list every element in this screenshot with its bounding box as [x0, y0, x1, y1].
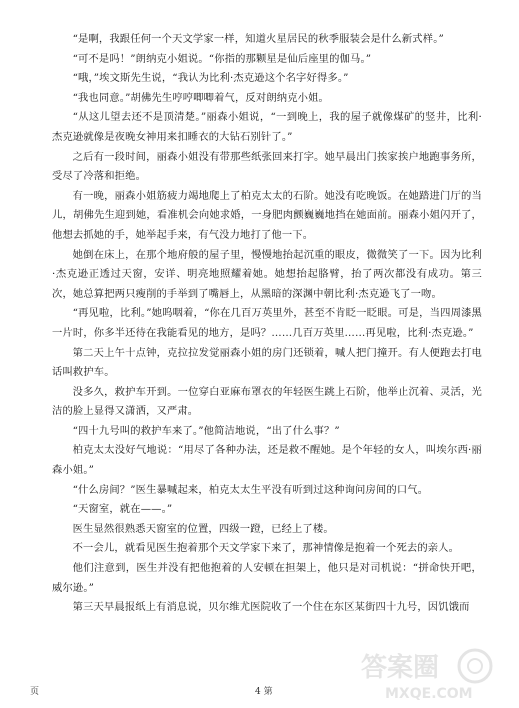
paragraph: “四十九号叫的救护车来了。”他简洁地说，“出了什么事？” — [72, 424, 340, 437]
paragraph: 第二天上午十点钟，克拉拉发觉丽森小姐的房门还锁着，喊人把门撞开。有人便跑去打电话叫救护车。 — [52, 346, 482, 379]
watermark-logo-icon — [355, 646, 505, 704]
paragraph: “是啊，我跟任何一个天文学家一样，知道火星居民的秋季服装会是什么新式样。” — [72, 33, 444, 45]
paragraph: 他们注意到，医生并没有把他抱着的人安顿在担架上，他只是对司机说：“拼命快开吧，威尔逊。” — [52, 562, 482, 594]
footer-page-label: 页 — [30, 687, 40, 697]
paragraph: “天窗室，就在——。” — [72, 503, 173, 516]
paragraph: “我也同意。”胡佛先生哼哼唧唧着气，反对朗纳克小姐。 — [72, 91, 329, 104]
paragraph: “哦，”埃文斯先生说，“我认为比利·杰克逊这个名字好得多。” — [72, 72, 349, 85]
paragraph: 第三天早晨报纸上有消息说，贝尔维尤医院收了一个住在东区某街四十九号，因饥饿而 — [72, 601, 470, 614]
document-body — [52, 30, 482, 618]
footer-page-number: 4 第 — [255, 687, 273, 697]
paragraph: “可不是吗！”朗纳克小姐说。“你指的那颗星是仙后座里的伽马。” — [72, 52, 372, 65]
paragraph: 有一晚，丽森小姐筋疲力竭地爬上了柏克太太的石阶。她没有吃晚饭。在她踏进门厅的当儿，胡佛先生迎到她，看准机会向她求婚，一身肥肉颤巍巍地挡在她面前。丽森小姐闪开了，他想去抓她的手，她举起手来，有气没力地打了他一下。 — [52, 189, 482, 241]
watermark-url: MXQE.COM — [385, 686, 473, 702]
paragraph: 她倒在床上，在那个地府般的屋子里，慢慢地抬起沉重的眼皮，微微笑了一下。因为比利·杰克逊正透过天窗，安详、明亮地照耀着她。她想抬起胳臂，抬了两次都没有成功。第三次，她总算把两只瘦削的手举到了嘴唇上，从黑暗的深渊中朝比利·杰克逊飞了一吻。 — [52, 248, 482, 300]
paragraph: 不一会儿，就看见医生抱着那个天文学家下来了，那神情像是抱着一个死去的亲人。 — [72, 542, 460, 555]
paragraph: 医生显然很熟悉天窗室的位置，四级一蹬，已经上了楼。 — [72, 522, 334, 535]
paragraph: 之后有一段时间，丽森小姐没有带那些纸张回来打字。她早晨出门挨家挨户地跑事务所，受尽了冷落和拒绝。 — [52, 150, 482, 183]
paragraph: “什么房间？”医生暴喊起来，柏克太太生平没有听到过这种询问房间的口气。 — [72, 483, 429, 496]
paragraph: “再见啦，比利。”她呜咽着，“你在几百万英里外，甚至不肯眨一眨眼。可是，当四周漆黑一片时，你多半还待在我能看见的地方，是吗？……几百万英里……再见啦，比利·杰克逊。” — [52, 307, 482, 339]
paragraph: 柏克太太没好气地说：“用尽了各种办法，还是救不醒她。是个年轻的女人，叫埃尔西·丽森小姐。” — [52, 444, 482, 477]
paragraph: 没多久，救护车开到。一位穿白亚麻布罩衣的年轻医生跳上石阶，他举止沉着、灵活，光洁的脸上显得又潇洒，又严肃。 — [52, 385, 482, 418]
watermark-title: 答案圈 — [361, 653, 440, 683]
paragraph: “从这儿望去还不是顶清楚。”丽森小姐说，“一到晚上，我的屋子就像煤矿的竖井，比利·杰克逊就像是夜晚女神用来扣睡衣的大钻石别针了。” — [52, 111, 482, 143]
